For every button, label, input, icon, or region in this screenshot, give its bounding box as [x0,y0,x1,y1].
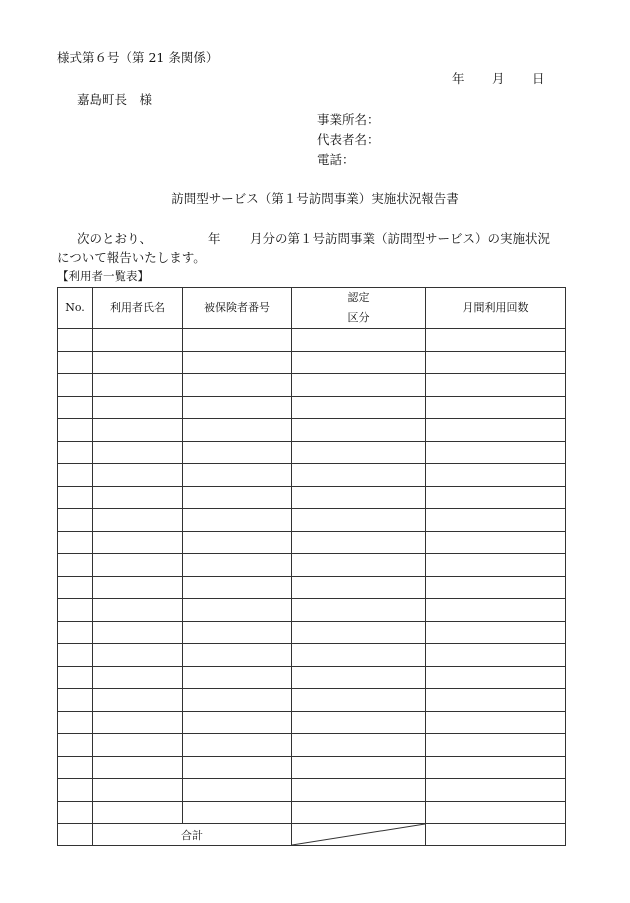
col-header-category: 区分 [347,311,370,324]
table-row [58,374,566,397]
addressee: 嘉島町長 様 [77,92,153,107]
row-insured-number-cell[interactable] [183,351,292,374]
row-user-name-cell[interactable] [93,531,183,554]
row-monthly-usage-cell[interactable] [426,689,566,712]
row-no-cell[interactable] [58,441,93,464]
table-header-row [58,288,566,329]
table-row [58,554,566,577]
table-row [58,486,566,509]
table-row [58,576,566,599]
row-no-cell[interactable] [58,689,93,712]
row-category-cell[interactable] [292,464,426,487]
table-row [58,621,566,644]
row-no-cell[interactable] [58,666,93,689]
row-category-cell[interactable] [292,374,426,397]
row-monthly-usage-cell[interactable] [426,756,566,779]
row-insured-number-cell[interactable] [183,644,292,667]
row-no-cell[interactable] [58,396,93,419]
row-no-cell[interactable] [58,374,93,397]
row-category-cell[interactable] [292,801,426,824]
row-monthly-usage-cell[interactable] [426,329,566,352]
row-monthly-usage-cell[interactable] [426,576,566,599]
row-no-cell[interactable] [58,621,93,644]
table-row [58,756,566,779]
form-number: 様式第６号（第 21 条関係） [57,50,219,65]
row-user-name-cell[interactable] [93,621,183,644]
row-category-cell[interactable] [292,486,426,509]
col-header-monthly-usage: 月間利用回数 [426,288,566,329]
row-user-name-cell[interactable] [93,486,183,509]
row-insured-number-cell[interactable] [183,486,292,509]
date-month-label: 月 [492,71,505,86]
date-day-label: 日 [532,71,545,86]
row-no-cell[interactable] [58,801,93,824]
row-monthly-usage-cell[interactable] [426,486,566,509]
col-header-insured-number: 被保険者番号 [183,288,292,329]
row-insured-number-cell[interactable] [183,554,292,577]
row-monthly-usage-cell[interactable] [426,621,566,644]
row-insured-number-cell[interactable] [183,441,292,464]
row-category-cell[interactable] [292,644,426,667]
row-user-name-cell[interactable] [93,419,183,442]
table-row [58,666,566,689]
row-user-name-cell[interactable] [93,801,183,824]
row-no-cell[interactable] [58,531,93,554]
row-category-cell[interactable] [292,689,426,712]
row-user-name-cell[interactable] [93,329,183,352]
total-diagonal-cell [292,824,426,846]
row-category-cell[interactable] [292,576,426,599]
row-user-name-cell[interactable] [93,734,183,757]
row-insured-number-cell[interactable] [183,621,292,644]
row-insured-number-cell[interactable] [183,374,292,397]
row-insured-number-cell[interactable] [183,756,292,779]
row-monthly-usage-cell[interactable] [426,734,566,757]
row-no-cell[interactable] [58,351,93,374]
office-name-label: 事業所名： [317,112,380,127]
row-insured-number-cell[interactable] [183,419,292,442]
table-row [58,396,566,419]
row-no-cell[interactable] [58,644,93,667]
row-no-cell[interactable] [58,599,93,622]
row-insured-number-cell[interactable] [183,689,292,712]
row-category-cell[interactable] [292,554,426,577]
row-no-cell[interactable] [58,554,93,577]
row-monthly-usage-cell[interactable] [426,554,566,577]
row-category-cell[interactable] [292,756,426,779]
col-header-no: No. [58,288,93,329]
row-monthly-usage-cell[interactable] [426,599,566,622]
row-category-cell[interactable] [292,711,426,734]
row-insured-number-cell[interactable] [183,599,292,622]
row-no-cell[interactable] [58,734,93,757]
row-user-name-cell[interactable] [93,351,183,374]
row-no-cell[interactable] [58,419,93,442]
row-no-cell[interactable] [58,329,93,352]
row-user-name-cell[interactable] [93,509,183,532]
representative-label: 代表者名： [317,132,380,147]
row-category-cell[interactable] [292,621,426,644]
row-monthly-usage-cell[interactable] [426,666,566,689]
row-user-name-cell[interactable] [93,576,183,599]
table-row [58,441,566,464]
body-text-intro: 次のとおり、 [77,231,153,246]
table-row [58,464,566,487]
row-no-cell[interactable] [58,711,93,734]
row-monthly-usage-cell[interactable] [426,464,566,487]
total-usage-cell[interactable] [426,824,566,846]
row-no-cell[interactable] [58,486,93,509]
table-row [58,779,566,802]
total-row [58,824,566,846]
row-monthly-usage-cell[interactable] [426,644,566,667]
body-year-label: 年 [208,231,221,246]
table-caption: 【利用者一覧表】 [57,269,149,283]
row-category-cell[interactable] [292,779,426,802]
table-row [58,801,566,824]
table-row [58,419,566,442]
body-text-main: 月分の第１号訪問事業（訪問型サービス）の実施状況 [250,231,551,246]
row-monthly-usage-cell[interactable] [426,779,566,802]
table-row [58,644,566,667]
row-no-cell[interactable] [58,509,93,532]
row-category-cell[interactable] [292,419,426,442]
total-row-no-cell [58,824,93,846]
row-insured-number-cell[interactable] [183,801,292,824]
row-insured-number-cell[interactable] [183,509,292,532]
table-row [58,329,566,352]
row-insured-number-cell[interactable] [183,711,292,734]
row-insured-number-cell[interactable] [183,666,292,689]
row-category-cell[interactable] [292,734,426,757]
row-no-cell[interactable] [58,576,93,599]
row-category-cell[interactable] [292,509,426,532]
row-insured-number-cell[interactable] [183,576,292,599]
total-label: 合計 [93,824,292,846]
row-monthly-usage-cell[interactable] [426,509,566,532]
row-no-cell[interactable] [58,464,93,487]
row-insured-number-cell[interactable] [183,329,292,352]
col-header-user-name: 利用者氏名 [93,288,183,329]
row-user-name-cell[interactable] [93,554,183,577]
row-category-cell[interactable] [292,396,426,419]
row-user-name-cell[interactable] [93,689,183,712]
row-user-name-cell[interactable] [93,396,183,419]
row-user-name-cell[interactable] [93,644,183,667]
col-header-certification-category [292,288,426,329]
row-no-cell[interactable] [58,779,93,802]
row-monthly-usage-cell[interactable] [426,801,566,824]
table-row [58,689,566,712]
row-monthly-usage-cell[interactable] [426,351,566,374]
table-row [58,599,566,622]
row-monthly-usage-cell[interactable] [426,419,566,442]
row-user-name-cell[interactable] [93,599,183,622]
row-category-cell[interactable] [292,666,426,689]
table-row [58,711,566,734]
row-user-name-cell[interactable] [93,666,183,689]
row-monthly-usage-cell[interactable] [426,441,566,464]
row-monthly-usage-cell[interactable] [426,374,566,397]
row-user-name-cell[interactable] [93,441,183,464]
row-user-name-cell[interactable] [93,711,183,734]
row-user-name-cell[interactable] [93,756,183,779]
table-row [58,351,566,374]
row-user-name-cell[interactable] [93,464,183,487]
row-category-cell[interactable] [292,329,426,352]
body-text-line2: について報告いたします。 [57,250,206,265]
row-monthly-usage-cell[interactable] [426,396,566,419]
row-insured-number-cell[interactable] [183,531,292,554]
row-user-name-cell[interactable] [93,779,183,802]
user-list-table [57,287,566,846]
row-category-cell[interactable] [292,531,426,554]
row-category-cell[interactable] [292,599,426,622]
row-insured-number-cell[interactable] [183,779,292,802]
row-category-cell[interactable] [292,351,426,374]
table-row [58,734,566,757]
row-no-cell[interactable] [58,756,93,779]
row-category-cell[interactable] [292,441,426,464]
col-header-certification: 認定 [347,291,370,304]
row-user-name-cell[interactable] [93,374,183,397]
row-insured-number-cell[interactable] [183,464,292,487]
date-year-label: 年 [452,71,465,86]
row-insured-number-cell[interactable] [183,396,292,419]
row-monthly-usage-cell[interactable] [426,711,566,734]
row-insured-number-cell[interactable] [183,734,292,757]
table-row [58,531,566,554]
phone-label: 電話： [317,152,355,167]
diagonal-line [292,824,425,845]
table-row [58,509,566,532]
document-title: 訪問型サービス（第１号訪問事業）実施状況報告書 [171,191,459,206]
row-monthly-usage-cell[interactable] [426,531,566,554]
